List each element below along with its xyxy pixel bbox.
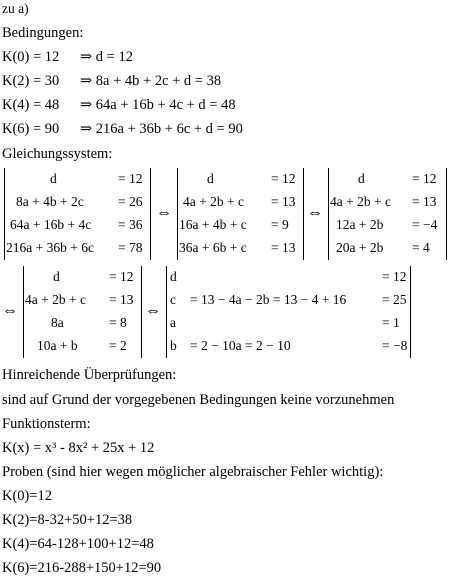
matrix-cell-rhs: = 13 (109, 292, 134, 307)
matrix-cell-lhs: 20a + 2b (336, 240, 384, 255)
matrix-cell-lhs: 36a + 6b + c (179, 240, 247, 255)
matrix-bracket-left (23, 266, 24, 358)
matrix-cell-rhs: = 9 (271, 217, 289, 232)
checks-title: Hinreichende Überprüfungen: (2, 367, 177, 383)
equivalence-arrow: ⇔ (2, 302, 18, 319)
matrix-cell-rhs: = −4 (412, 217, 438, 232)
condition-left: K(2) = 30 (2, 73, 60, 89)
matrix-cell-lhs: d (207, 171, 214, 186)
matrix-cell-rhs: = 1 (382, 315, 400, 330)
matrix-cell-lhs: d (358, 171, 365, 186)
matrix-cell-lhs: 4a + 2b + c (25, 292, 86, 307)
matrix-cell-lhs: 64a + 16b + 4c (10, 217, 92, 232)
conditions-title: Bedingungen: (2, 25, 84, 41)
matrix-cell-rhs: = 8 (109, 315, 127, 330)
matrix-cell-rhs: = 12 (412, 171, 437, 186)
matrix-cell-rhs: = 13 (271, 194, 296, 209)
matrix-cell-rhs: = 2 (109, 338, 127, 353)
system-title: Gleichungssystem: (2, 146, 113, 162)
matrix-bracket-right (303, 168, 304, 260)
matrix-cell-lhs: 12a + 2b (336, 217, 384, 232)
proofs-title: Proben (sind hier wegen möglicher algebraischer Fehler wichtig): (2, 464, 384, 480)
matrix-cell-var: a (170, 315, 176, 330)
condition-right: ⇒ 216a + 36b + 6c + d = 90 (80, 121, 243, 137)
equivalence-arrow: ⇔ (156, 204, 172, 221)
matrix-cell-rhs: = 36 (118, 217, 143, 232)
matrix-bracket-right (150, 168, 151, 260)
condition-left: K(0) = 12 (2, 49, 60, 65)
proof-line: K(6)=216-288+150+12=90 (2, 560, 162, 576)
matrix-cell-rhs: = −8 (382, 338, 408, 353)
matrix-cell-rhs: = 78 (118, 240, 143, 255)
matrix-cell-rhs: = 12 (109, 269, 134, 284)
matrix-cell-rhs: = 12 (382, 269, 407, 284)
matrix-cell-rhs: = 25 (382, 292, 407, 307)
matrix-cell-lhs: 16a + 4b + c (179, 217, 247, 232)
condition-left: K(6) = 90 (2, 121, 60, 137)
condition-right: ⇒ 64a + 16b + 4c + d = 48 (80, 97, 236, 113)
matrix-cell-var: d (170, 269, 177, 284)
matrix-bracket-right (446, 168, 447, 260)
function-term: K(x) = x³ - 8x² + 25x + 12 (2, 440, 155, 456)
matrix-bracket-left (328, 168, 329, 260)
function-title: Funktionsterm: (2, 416, 91, 432)
matrix-cell-lhs: 4a + 2b + c (330, 194, 391, 209)
matrix-cell-lhs: 10a + b (37, 338, 78, 353)
matrix-cell-rhs: = 12 (118, 171, 143, 186)
matrix-cell-rhs: = 26 (118, 194, 143, 209)
matrix-cell-lhs: 216a + 36b + 6c (6, 240, 94, 255)
matrix-cell-rhs: = 4 (412, 240, 430, 255)
checks-text: sind auf Grund der vorgegebenen Bedingungen keine vorzunehmen (2, 392, 395, 408)
condition-left: K(4) = 48 (2, 97, 60, 113)
matrix-cell-lhs: d (50, 171, 57, 186)
proof-line: K(2)=8-32+50+12=38 (2, 512, 133, 528)
matrix-cell-lhs: d (53, 269, 60, 284)
proof-line: K(4)=64-128+100+12=48 (2, 536, 154, 552)
matrix-cell-lhs: 8a + 4b + 2c (16, 194, 84, 209)
matrix-cell-var: b (170, 338, 177, 353)
matrix-cell-var: c (170, 292, 176, 307)
equation-matrix-5 (166, 266, 412, 358)
matrix-cell-expr: = 13 − 4a − 2b = 13 − 4 + 16 (190, 292, 347, 307)
equation-matrix-4 (23, 266, 143, 358)
matrix-cell-lhs: 4a + 2b + c (183, 194, 244, 209)
equivalence-arrow: ⇔ (307, 204, 323, 221)
matrix-bracket-left (177, 168, 178, 260)
matrix-cell-rhs: = 13 (271, 240, 296, 255)
condition-right: ⇒ 8a + 4b + 2c + d = 38 (80, 73, 222, 89)
matrix-cell-expr: = 2 − 10a = 2 − 10 (190, 338, 291, 353)
matrix-cell-lhs: 8a (51, 315, 64, 330)
section-heading: zu a) (2, 1, 29, 16)
condition-right: ⇒ d = 12 (80, 49, 133, 65)
matrix-bracket-right (141, 266, 142, 358)
equation-matrix-3 (328, 168, 448, 260)
matrix-bracket-right (410, 266, 411, 358)
matrix-cell-rhs: = 13 (412, 194, 437, 209)
equation-matrix-2 (177, 168, 305, 260)
equation-matrix-1 (4, 168, 152, 260)
matrix-cell-rhs: = 12 (271, 171, 296, 186)
matrix-bracket-left (4, 168, 5, 260)
equivalence-arrow: ⇔ (145, 302, 161, 319)
matrix-bracket-left (166, 266, 167, 358)
proof-line: K(0)=12 (2, 488, 53, 504)
